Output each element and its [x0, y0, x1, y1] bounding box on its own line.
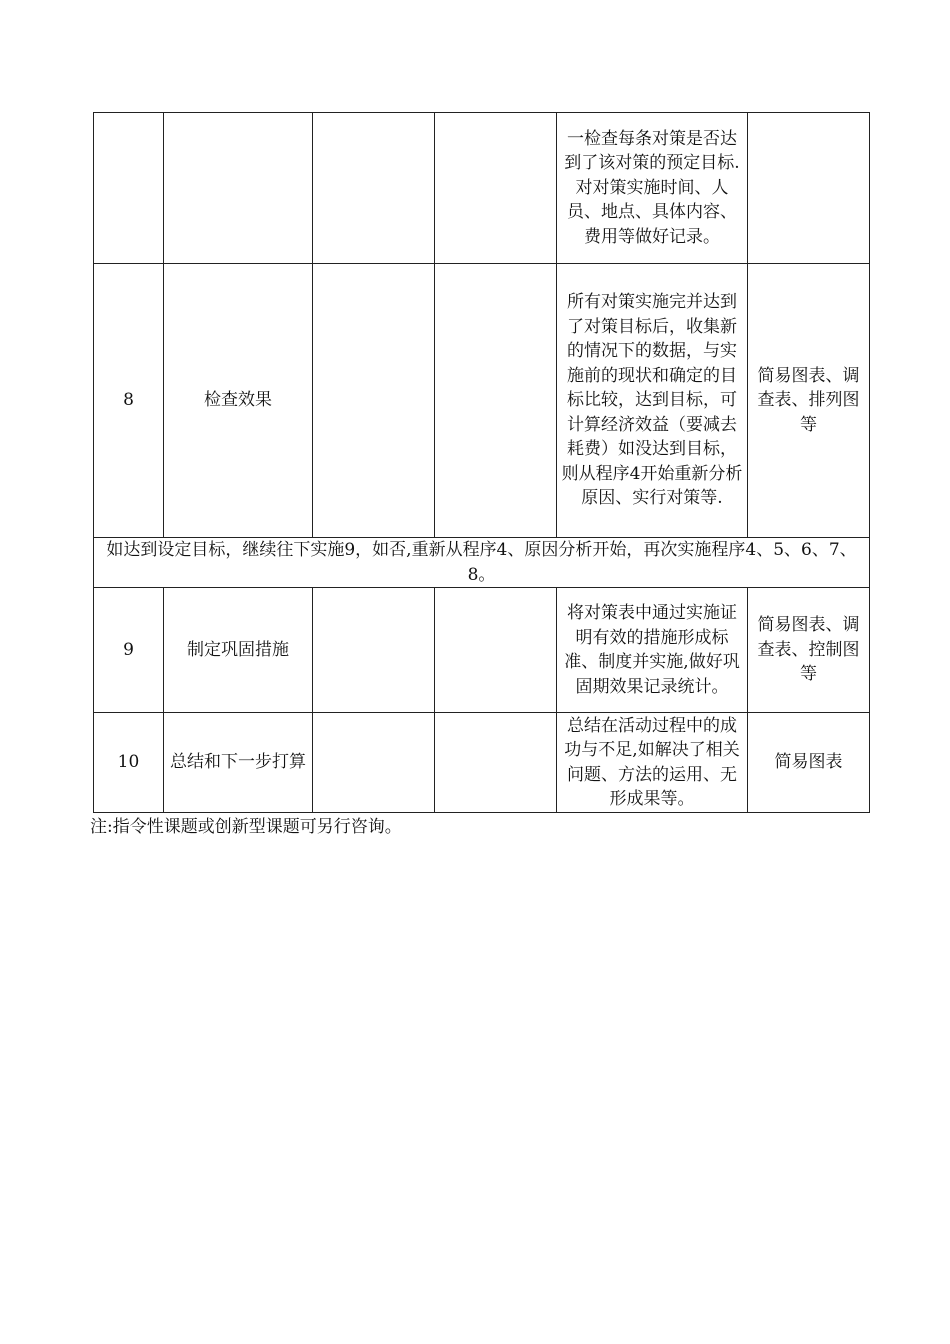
tools-cell — [748, 113, 870, 264]
procedure-table — [93, 112, 870, 813]
tools-cell: 简易图表 — [748, 713, 870, 813]
empty-cell — [313, 113, 435, 264]
table-row — [94, 588, 870, 713]
table-row — [94, 113, 870, 264]
empty-cell — [435, 264, 557, 538]
step-number-cell: 9 — [94, 588, 164, 713]
empty-cell — [435, 713, 557, 813]
step-name-cell: 制定巩固措施 — [164, 588, 313, 713]
step-name-cell: 总结和下一步打算 — [164, 713, 313, 813]
tools-cell: 简易图表、调查表、排列图等 — [748, 264, 870, 538]
empty-cell — [313, 264, 435, 538]
empty-cell — [313, 588, 435, 713]
step-content-cell: 将对策表中通过实施证明有效的措施形成标准、制度并实施,做好巩固期效果记录统计。 — [557, 588, 748, 713]
step-content-cell: 总结在活动过程中的成功与不足,如解决了相关问题、方法的运用、无形成果等。 — [557, 713, 748, 813]
step-content-cell: 所有对策实施完并达到了对策目标后，收集新的情况下的数据，与实施前的现状和确定的目标比较，达到目标，可计算经济效益（要减去耗费）如没达到目标，则从程序4开始重新分析原因、实行对策等. — [557, 264, 748, 538]
table-row — [94, 264, 870, 538]
empty-cell — [435, 113, 557, 264]
step-number-cell: 10 — [94, 713, 164, 813]
empty-cell — [313, 713, 435, 813]
tools-cell: 简易图表、调查表、控制图等 — [748, 588, 870, 713]
footnote: 注:指令性课题或创新型课题可另行咨询。 — [90, 817, 402, 837]
table-row — [94, 713, 870, 813]
step-name-cell: 检查效果 — [164, 264, 313, 538]
step-content-cell: 一检查每条对策是否达到了该对策的预定目标.对对策实施时间、人员、地点、具体内容、费用等做好记录。 — [557, 113, 748, 264]
step-number-cell — [94, 113, 164, 264]
step-name-cell — [164, 113, 313, 264]
merged-instruction-cell: 如达到设定目标，继续往下实施9，如否,重新从程序4、原因分析开始，再次实施程序4、5、6、7、8。 — [94, 538, 870, 588]
empty-cell — [435, 588, 557, 713]
step-number-cell: 8 — [94, 264, 164, 538]
table-row — [94, 538, 870, 588]
